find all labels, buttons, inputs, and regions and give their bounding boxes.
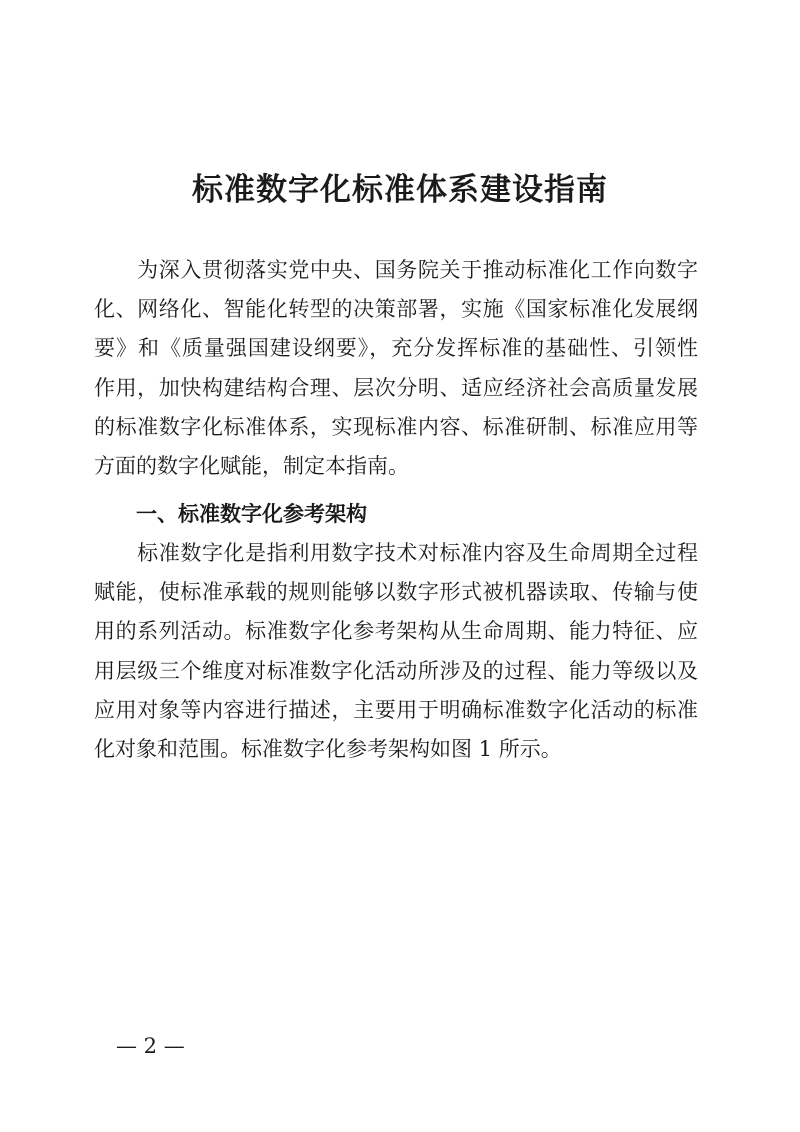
paragraph-line: 标准数字化是指利用数字技术对标准内容及生命周期全过程 xyxy=(94,541,698,565)
section-heading: 一、标准数字化参考架构 xyxy=(94,501,367,526)
document-title: 标准数字化标准体系建设指南 xyxy=(192,172,608,208)
intro-paragraph xyxy=(94,251,698,486)
section-heading-block xyxy=(94,494,698,533)
architecture-paragraph xyxy=(94,534,698,769)
paragraph-line: 应用对象等内容进行描述，主要用于明确标准数字化活动的标准 xyxy=(94,697,698,722)
page-number: — 2 — xyxy=(116,1034,185,1058)
paragraph-line: 用的系列活动。标准数字化参考架构从生命周期、能力特征、应 xyxy=(94,619,698,644)
paragraph-line: 要》和《质量强国建设纲要》，充分发挥标准的基础性、引领性 xyxy=(94,336,698,361)
paragraph-line: 化、网络化、智能化转型的决策部署，实施《国家标准化发展纲 xyxy=(94,297,698,322)
paragraph-line: 用层级三个维度对标准数字化活动所涉及的过程、能力等级以及 xyxy=(94,658,698,683)
paragraph-line: 为深入贯彻落实党中央、国务院关于推动标准化工作向数字 xyxy=(94,258,698,282)
paragraph-line: 的标准数字化标准体系，实现标准内容、标准研制、标准应用等 xyxy=(94,414,698,439)
paragraph-line: 赋能，使标准承载的规则能够以数字形式被机器读取、传输与使 xyxy=(94,580,698,605)
paragraph-line: 方面的数字化赋能，制定本指南。 xyxy=(94,453,409,478)
paragraph-line: 作用，加快构建结构合理、层次分明、适应经济社会高质量发展 xyxy=(94,375,698,400)
paragraph-line: 化对象和范围。标准数字化参考架构如图 1 所示。 xyxy=(94,736,562,761)
